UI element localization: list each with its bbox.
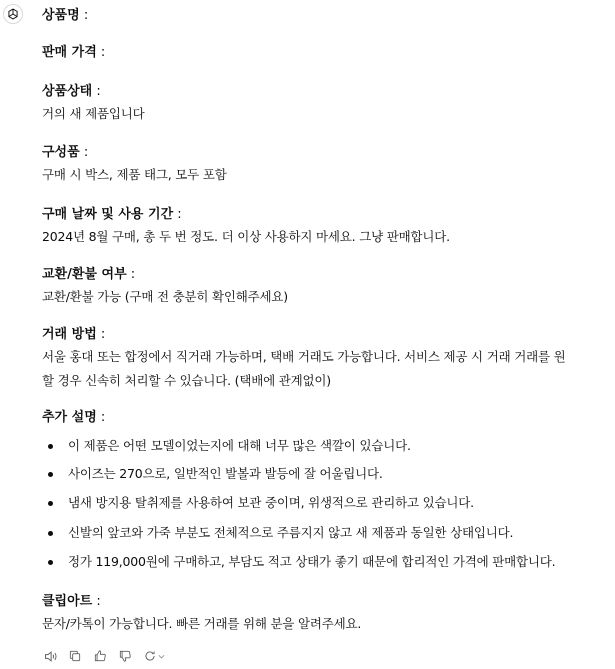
- section-text-refund: 교환/환불 가능 (구매 전 충분히 확인해주세요): [42, 289, 288, 304]
- thumbs-up-icon[interactable]: [92, 648, 108, 664]
- list-item: 신발의 앞코와 가죽 부분도 전체적으로 주름지지 않고 새 제품과 동일한 상태입니다.: [68, 525, 514, 540]
- message-action-bar: [42, 648, 166, 664]
- copy-icon[interactable]: [67, 648, 83, 664]
- bullet-dot: [48, 444, 53, 449]
- section-label-price: 판매 가격 :: [42, 45, 106, 60]
- section-label-product-name: 상품명 :: [42, 8, 89, 23]
- list-item: 냄새 방지용 탈취제를 사용하여 보관 중이며, 위생적으로 관리하고 있습니다.: [68, 495, 474, 510]
- regenerate-icon[interactable]: [142, 648, 166, 664]
- read-aloud-icon[interactable]: [42, 648, 58, 664]
- section-text-purchase-date: 2024년 8월 구매, 총 두 번 정도. 더 이상 사용하지 마세요. 그냥 판매합니다.: [42, 229, 450, 244]
- assistant-avatar: [3, 4, 23, 24]
- section-text-trade-method-line2: 할 경우 신속히 처리할 수 있습니다. (택배에 관계없이): [42, 373, 331, 388]
- section-label-components: 구성품 :: [42, 145, 89, 160]
- bullet-dot: [48, 501, 53, 506]
- list-item: 이 제품은 어떤 모델이었는지에 대해 너무 많은 색깔이 있습니다.: [68, 438, 411, 453]
- section-text-clipart: 문자/카톡이 가능합니다. 빠른 거래를 위해 분을 알려주세요.: [42, 616, 362, 631]
- section-text-trade-method-line1: 서울 홍대 또는 합정에서 직거래 가능하며, 택배 거래도 가능합니다. 서비스 제공 시 거래 거래를 원: [42, 349, 566, 364]
- section-label-condition: 상품상태 :: [42, 84, 101, 99]
- section-label-purchase-date: 구매 날짜 및 사용 기간 :: [42, 207, 182, 222]
- section-label-trade-method: 거래 방법 :: [42, 327, 106, 342]
- thumbs-down-icon[interactable]: [117, 648, 133, 664]
- bullet-dot: [48, 560, 53, 565]
- section-label-extra-description: 추가 설명 :: [42, 410, 106, 425]
- list-item: 사이즈는 270으로, 일반적인 발볼과 발등에 잘 어울립니다.: [68, 466, 383, 481]
- section-text-components: 구매 시 박스, 제품 태그, 모두 포함: [42, 167, 227, 182]
- bullet-dot: [48, 472, 53, 477]
- section-label-refund: 교환/환불 여부 :: [42, 267, 136, 282]
- openai-logo-icon: [6, 7, 20, 21]
- section-text-condition: 거의 새 제품입니다: [42, 106, 145, 121]
- bullet-dot: [48, 531, 53, 536]
- section-label-clipart: 클립아트 :: [42, 594, 101, 609]
- list-item: 정가 119,000원에 구매하고, 부담도 적고 상태가 좋기 때문에 합리적인 가격에 판매합니다.: [68, 554, 556, 569]
- chevron-down-icon[interactable]: [157, 652, 166, 661]
